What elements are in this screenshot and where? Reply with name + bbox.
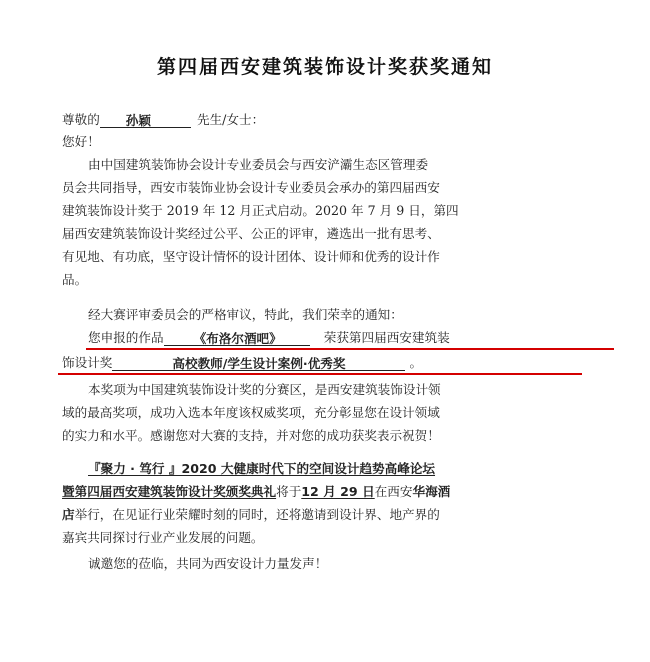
award-won: 荣获第四届西安建筑装 bbox=[323, 330, 450, 345]
event-venue-end: 店 bbox=[62, 507, 75, 522]
award-end: 。 bbox=[409, 355, 423, 370]
recipient-name: 孙颖 bbox=[118, 113, 191, 128]
para3-line: 本奖项为中国建筑装饰设计奖的分赛区，是西安建筑装饰设计领 bbox=[88, 382, 441, 397]
para1-line: 有见地、有功底，坚守设计情怀的设计团体、设计师和优秀的设计作 bbox=[62, 249, 440, 264]
event-line-3 bbox=[62, 507, 440, 523]
award-work-title: 《布洛尔酒吧》 bbox=[164, 331, 310, 346]
award-line-1 bbox=[88, 330, 450, 346]
red-underline bbox=[86, 348, 614, 350]
salutation-suffix: 先生/女士： bbox=[196, 112, 265, 127]
salutation-prefix: 尊敬的 bbox=[62, 112, 100, 127]
event-line-4: 嘉宾共同探讨行业产业发展的问题。 bbox=[62, 530, 264, 545]
salutation bbox=[62, 112, 264, 128]
award-cont: 饰设计奖 bbox=[62, 355, 113, 370]
para1-line: 建筑装饰设计奖于 2019 年 12 月正式启动。2020 年 7 月 9 日，第四 bbox=[62, 203, 459, 218]
para1-line: 由中国建筑装饰协会设计专业委员会与西安浐灞生态区管理委 bbox=[88, 157, 429, 172]
para2: 经大赛评审委员会的严格审议，特此，我们荣幸的通知： bbox=[88, 307, 403, 322]
event-line-2 bbox=[62, 484, 450, 500]
para1-line: 员会共同指导，西安市装饰业协会设计专业委员会承办的第四届西安 bbox=[62, 180, 440, 195]
greeting: 您好！ bbox=[62, 134, 100, 149]
text-zai-xian: 在西安 bbox=[374, 484, 413, 499]
event-date: 12 月 29 日 bbox=[301, 484, 375, 499]
award-line-2 bbox=[62, 355, 422, 371]
para1-line: 品。 bbox=[62, 272, 88, 287]
event-rest: 举行，在见证行业荣耀时刻的同时，还将邀请到设计界、地产界的 bbox=[74, 507, 440, 522]
para3-line: 的实力和水平。感谢您对大赛的支持，并对您的成功获奖表示祝贺！ bbox=[62, 428, 440, 443]
event-venue: 华海酒 bbox=[412, 484, 451, 499]
award-lead: 您申报的作品 bbox=[88, 330, 164, 345]
para3-line: 域的最高奖项，成功入选本年度该权威奖项，充分彰显您在设计领域 bbox=[62, 405, 440, 420]
ceremony-name: 暨第四届西安建筑装饰设计奖颁奖典礼 bbox=[62, 484, 277, 499]
award-category: 高校教师/学生设计案例·优秀奖 bbox=[132, 356, 405, 371]
text-jiangyu: 将于 bbox=[276, 484, 302, 499]
document-title: 第四届西安建筑装饰设计奖获奖通知 bbox=[156, 56, 493, 78]
para1-line: 届西安建筑装饰设计奖经过公平、公正的评审，遴选出一批有思考、 bbox=[62, 226, 440, 241]
closing: 诚邀您的莅临，共同为西安设计力量发声！ bbox=[88, 556, 328, 571]
red-underline bbox=[58, 373, 582, 375]
event-title: 『聚力 · 笃行 』2020 大健康时代下的空间设计趋势高峰论坛 bbox=[88, 461, 436, 476]
